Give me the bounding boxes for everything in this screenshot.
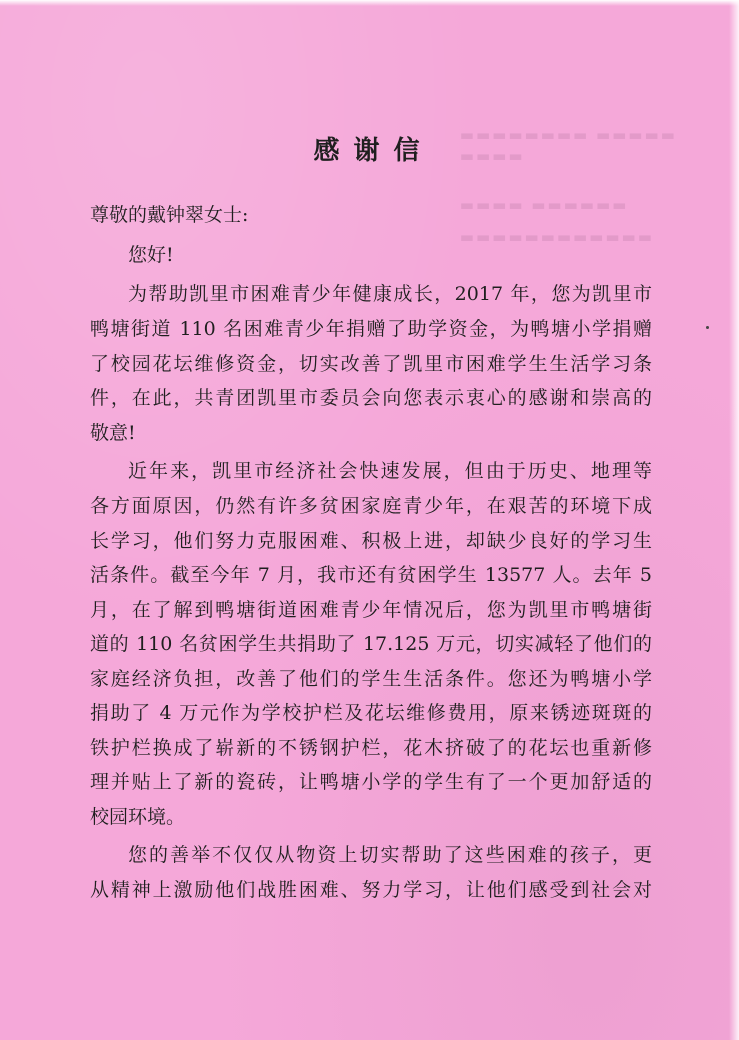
show-through-text: ▬▬▬▬▬▬▬▬▬▬▬▬ <box>458 228 653 246</box>
body-line: 敬意! <box>90 422 136 444</box>
body-line: 了校园花坛维修资金，切实改善了凯里市困难学生生活学习条 <box>90 353 652 375</box>
body-line: 家庭经济负担，改善了他们的学生生活条件。您还为鸭塘小学 <box>90 668 652 690</box>
body-line: 从精神上激励他们战胜困难、努力学习，让他们感受到社会对 <box>90 879 652 901</box>
body-line: 鸭塘街道 110 名困难青少年捐赠了助学资金，为鸭塘小学捐赠 <box>90 318 652 340</box>
body-line: 捐助了 4 万元作为学校护栏及花坛维修费用，原来锈迹斑斑的 <box>90 702 652 724</box>
ink-speck <box>706 326 709 329</box>
body-line: 道的 110 名贫困学生共捐助了 17.125 万元，切实减轻了他们的 <box>90 633 652 655</box>
body-line: 件，在此，共青团凯里市委员会向您表示衷心的感谢和崇高的 <box>90 387 652 409</box>
show-through-text: ▬▬▬▬▬ ▬▬▬▬▬▬▬▬ <box>458 126 676 144</box>
salutation: 尊敬的戴钟翠女士: <box>90 204 249 226</box>
show-through-text: ▬▬▬▬ <box>458 147 523 165</box>
body-line: 月，在了解到鸭塘街道困难青少年情况后，您为凯里市鸭塘街 <box>90 599 652 621</box>
body-line: 各方面原因，仍然有许多贫困家庭青少年，在艰苦的环境下成 <box>90 495 652 517</box>
body-line: 活条件。截至今年 7 月，我市还有贫困学生 13577 人。去年 5 <box>90 564 652 586</box>
show-through-text: ▬▬▬▬▬▬ ▬▬▬▬ <box>458 196 627 214</box>
paper-top-edge <box>0 0 739 6</box>
body-line: 近年来，凯里市经济社会快速发展，但由于历史、地理等 <box>128 460 652 482</box>
greeting: 您好! <box>128 244 174 266</box>
body-line: 校园环境。 <box>90 806 186 828</box>
body-line: 您的善举不仅仅从物资上切实帮助了这些困难的孩子，更 <box>128 844 652 866</box>
body-line: 为帮助凯里市困难青少年健康成长，2017 年，您为凯里市 <box>128 283 652 305</box>
body-line: 理并贴上了新的瓷砖，让鸭塘小学的学生有了一个更加舒适的 <box>90 771 652 793</box>
body-line: 铁护栏换成了崭新的不锈钢护栏，花木挤破了的花坛也重新修 <box>90 737 652 759</box>
letter-title: 感谢信 <box>313 136 434 166</box>
body-line: 长学习，他们努力克服困难、积极上进，却缺少良好的学习生 <box>90 530 652 552</box>
